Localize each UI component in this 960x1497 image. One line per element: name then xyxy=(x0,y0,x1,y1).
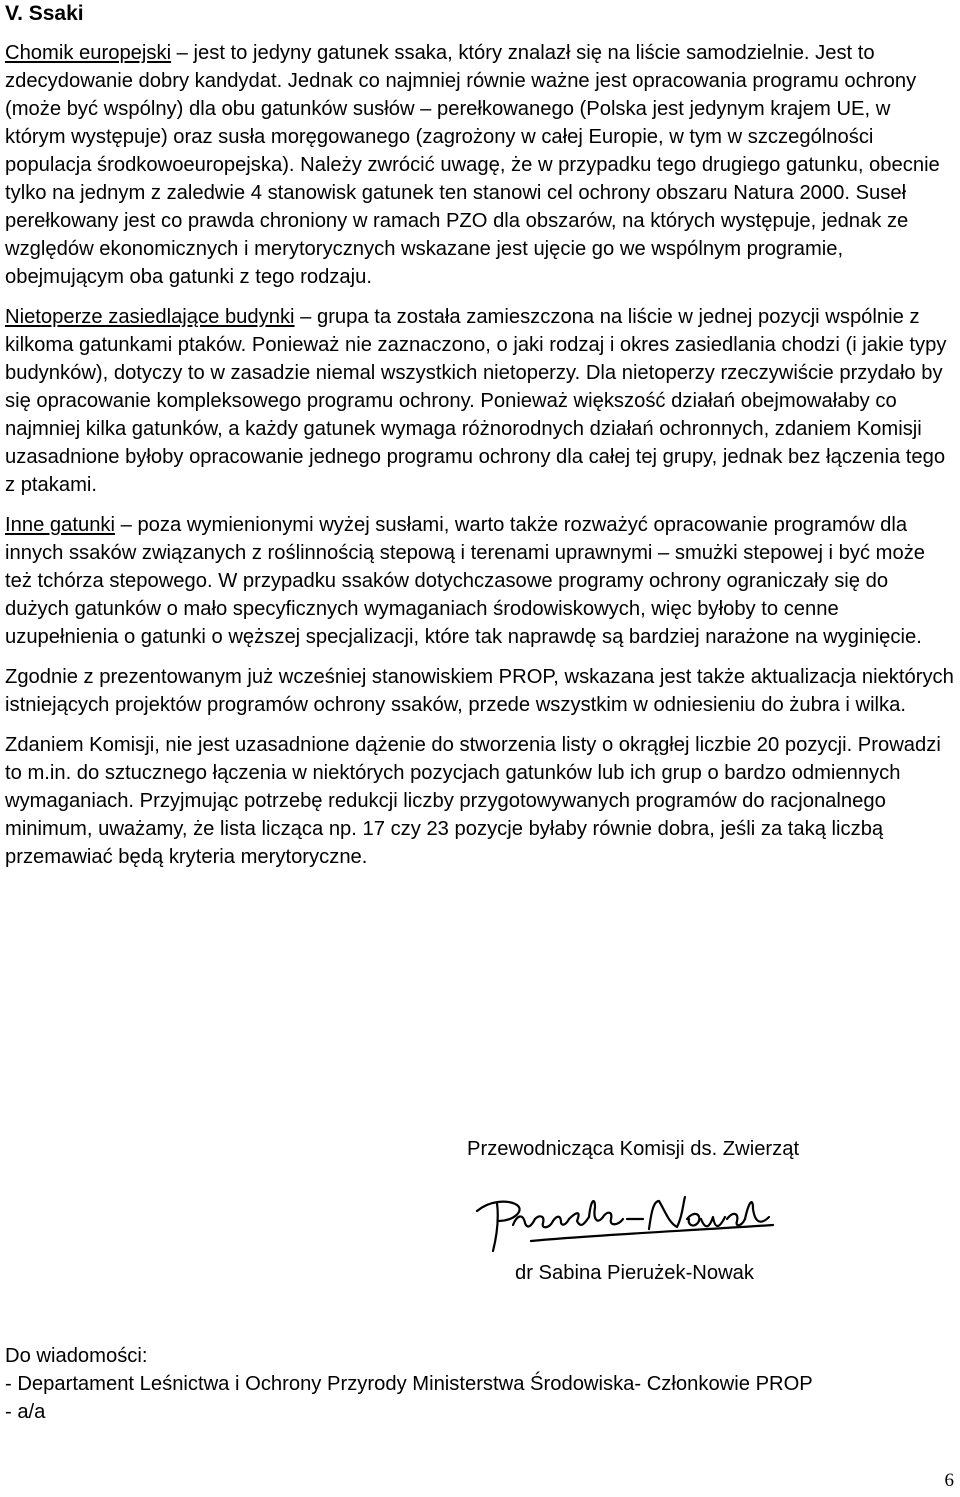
paragraph-nietoperze xyxy=(5,303,955,499)
paragraph-prop-stanowisko: Zgodnie z prezentowanym już wcześniej stanowiskiem PROP, wskazana jest także aktualizacja niektórych istniejących projektów programów ochrony ssaków, przede wszystkim w odniesieniu do żubra i wilka. xyxy=(5,666,954,716)
handwritten-signature xyxy=(473,1189,793,1259)
page-number: 6 xyxy=(944,1470,954,1491)
distribution-list xyxy=(5,1342,955,1426)
lead-nietoperze: Nietoperze zasiedlające budynki xyxy=(5,306,295,328)
paragraph-text: – grupa ta została zamieszczona na liście w jednej pozycji wspólnie z kilkoma gatunkami ptaków. Ponieważ nie zaznaczono, o jaki rodzaj i okres zasiedlania chodzi (i jakie typy budynków), dotyczy to w zasadzie niemal wszystkich nietoperzy. Dla nietoperzy rzeczywiście przydało by się opracowanie kompleksowego programu ochrony. Ponieważ większość działań obejmowałaby co najmniej kilka gatunków, a każdy gatunek wymaga różnorodnych działań ochronnych, zdaniem Komisji uzasadnione byłoby opracowanie jednego programu ochrony dla całej tej grupy, jednak bez łączenia tego z ptakami. xyxy=(5,306,947,496)
distribution-title: Do wiadomości: xyxy=(5,1345,148,1367)
distribution-item: - a/a xyxy=(5,1401,46,1423)
lead-inne-gatunki: Inne gatunki xyxy=(5,514,115,536)
lead-chomik-europejski: Chomik europejski xyxy=(5,42,172,64)
paragraph-chomik xyxy=(5,39,955,291)
distribution-item: - Departament Leśnictwa i Ochrony Przyrody Ministerstwa Środowiska- Członkowie PROP xyxy=(5,1373,813,1395)
paragraph-text: – poza wymienionymi wyżej susłami, warto także rozważyć opracowanie programów dla innych ssaków związanych z roślinnością stepową i terenami uprawnymi – smużki stepowej i być może też tchórza stepowego. W przypadku ssaków dotychczasowe programy ochrony ograniczały się do dużych gatunków o mało specyficznych wymaganiach środowiskowych, więc byłoby to cenne uzupełnienia o gatunki o węższej specjalizacji, które tak naprawdę są bardziej narażone na wyginięcie. xyxy=(5,514,926,648)
section-heading: V. Ssaki xyxy=(5,2,84,25)
paragraph-lista: Zdaniem Komisji, nie jest uzasadnione dążenie do stworzenia listy o okrągłej liczbie 20 pozycji. Prowadzi to m.in. do sztucznego łączenia w niektórych pozycjach gatunków lub ich grup o bardzo odmiennych wymaganiach. Przyjmując potrzebę redukcji liczby przygotowywanych programów do racjonalnego minimum, uważamy, że lista licząca np. 17 czy 23 pozycje byłaby równie dobra, jeśli za taką liczbą przemawiać będą kryteria merytoryczne. xyxy=(5,734,941,868)
document-body xyxy=(5,39,955,883)
signatory-name: dr Sabina Pierużek-Nowak xyxy=(515,1262,754,1284)
paragraph-text: – jest to jedyny gatunek ssaka, który znalazł się na liście samodzielnie. Jest to zdecydowanie dobry kandydat. Jednak co najmniej równie ważne jest opracowania programu ochrony (może być wspólny) dla obu gatunków susłów – perełkowanego (Polska jest jedynym krajem UE, w którym występuje) oraz susła moręgowanego (zagrożony w całej Europie, w tym w szczególności populacja środkowoeuropejska). Należy zwrócić uwagę, że w przypadku tego drugiego gatunku, obecnie tylko na jednym z zaledwie 4 stanowisk gatunek ten stanowi cel ochrony obszaru Natura 2000. Suseł perełkowany jest co prawda chroniony w ramach PZO dla obszarów, na których występuje, jednak ze względów ekonomicznych i merytorycznych wskazane jest ujęcie go we wspólnym programie, obejmującym oba gatunki z tego rodzaju. xyxy=(5,42,940,288)
paragraph-inne-gatunki xyxy=(5,511,955,651)
signatory-title: Przewodnicząca Komisji ds. Zwierząt xyxy=(467,1138,800,1160)
